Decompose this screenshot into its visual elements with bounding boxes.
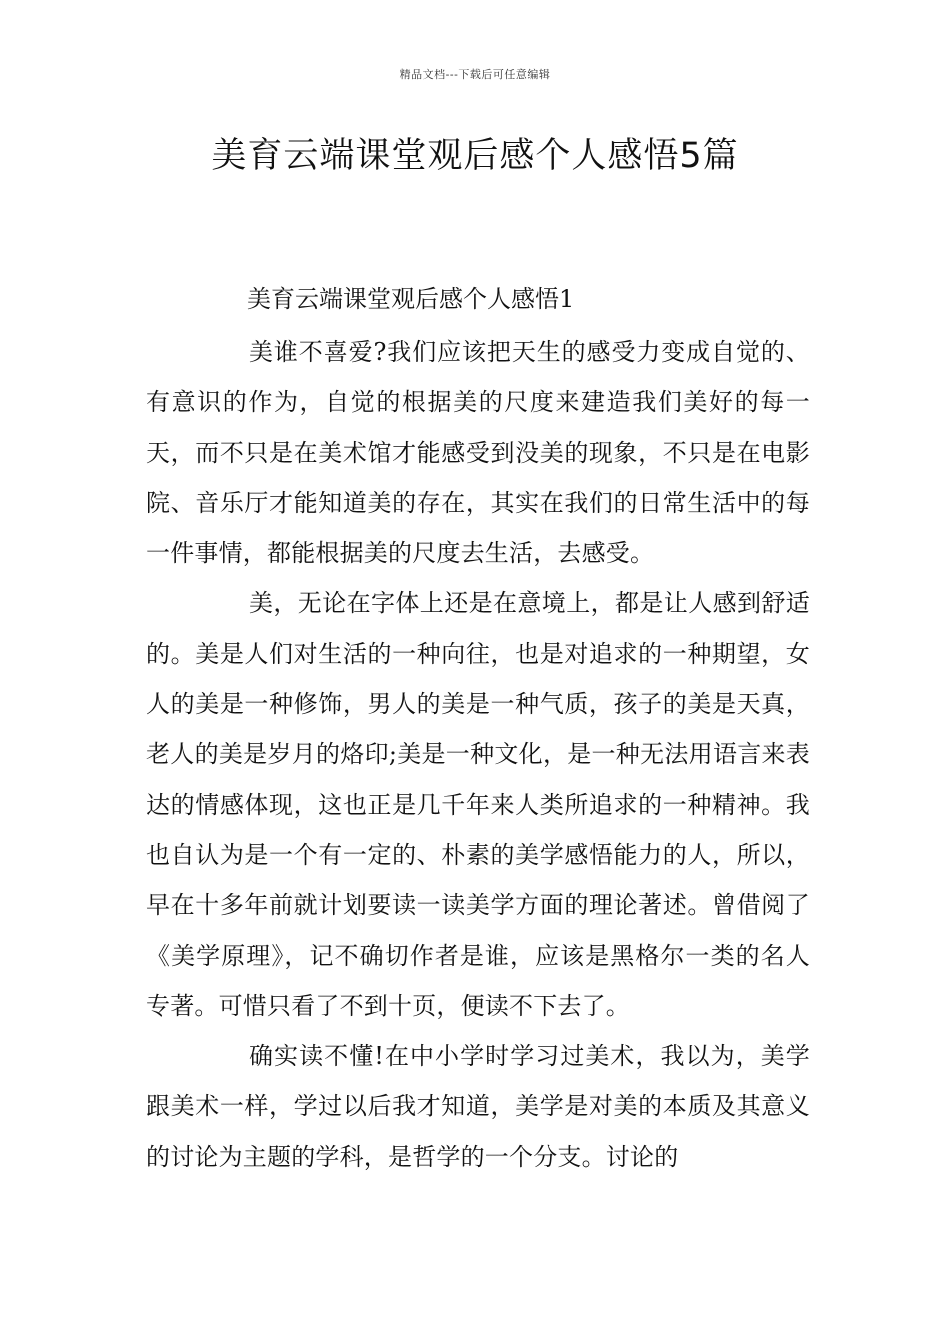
paragraph: 美谁不喜爱?我们应该把天生的感受力变成自觉的、有意识的作为，自觉的根据美的尺度来建造我们美好的每一天，而不只是在美术馆才能感受到没美的现象，不只是在电影院、音乐厅才能知道美的存在，其实在我们的日常生活中的每一件事情，都能根据美的尺度去生活，去感受。 bbox=[146, 338, 810, 568]
body-text bbox=[146, 327, 810, 1182]
header-note: 精品文档---下载后可任意编辑 bbox=[399, 68, 551, 81]
paragraph: 确实读不懂!在中小学时学习过美术，我以为，美学跟美术一样，学过以后我才知道，美学是对美的本质及其意义的讨论为主题的学科，是哲学的一个分支。讨论的 bbox=[146, 1042, 810, 1171]
document-title: 美育云端课堂观后感个人感悟5篇 bbox=[211, 136, 739, 176]
paragraph: 美，无论在字体上还是在意境上，都是让人感到舒适的。美是人们对生活的一种向往，也是对追求的一种期望，女人的美是一种修饰，男人的美是一种气质，孩子的美是天真，老人的美是岁月的烙印;美是一种文化，是一种无法用语言来表达的情感体现，这也正是几千年来人类所追求的一种精神。我也自认为是一个有一定的、朴素的美学感悟能力的人，所以，早在十多年前就计划要读一读美学方面的理论著述。曾借阅了《美学原理》，记不确切作者是谁，应该是黑格尔一类的名人专著。可惜只看了不到十页，便读不下去了。 bbox=[146, 589, 810, 1020]
section-heading: 美育云端课堂观后感个人感悟1 bbox=[247, 285, 575, 313]
